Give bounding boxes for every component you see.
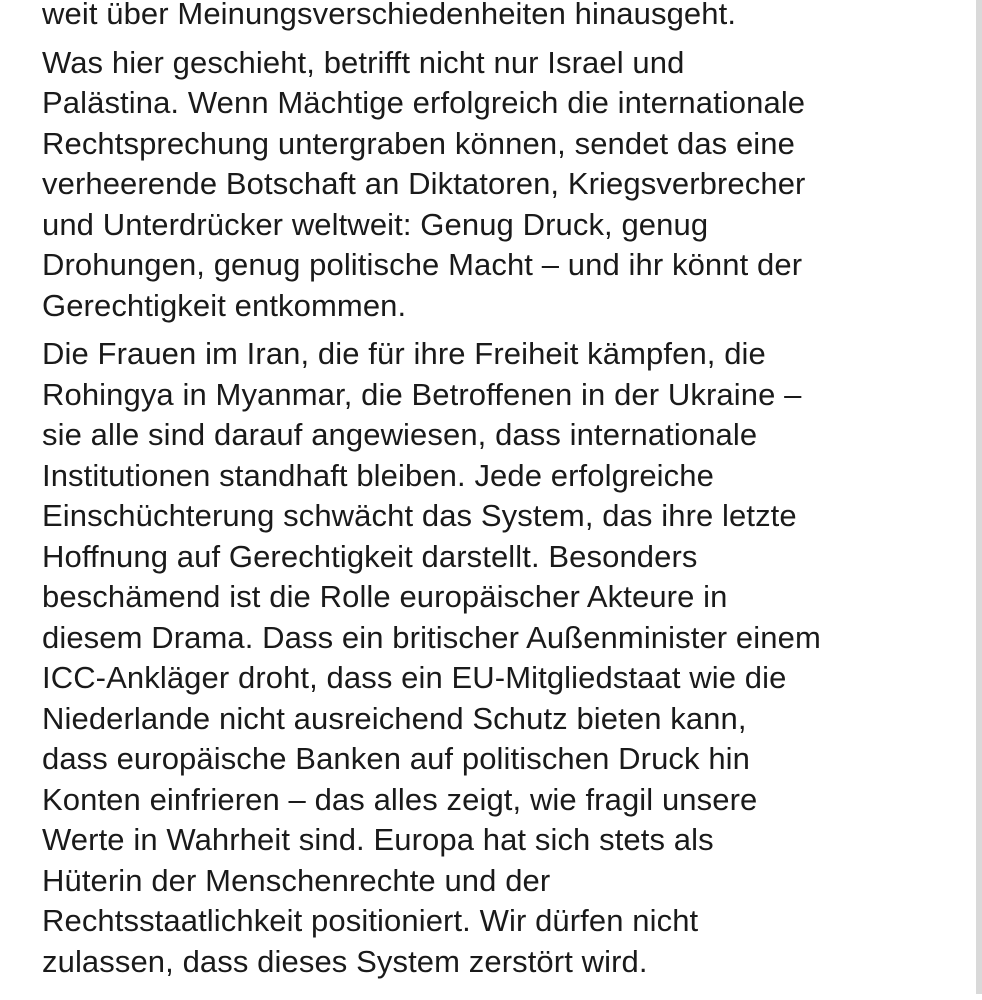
text-line: Niederlande nicht ausreichend Schutz bieten kann,: [42, 700, 747, 736]
paragraph-gap: [42, 326, 982, 334]
text-line: Rechtsstaatlichkeit positioniert. Wir dürfen nicht: [42, 903, 699, 938]
text-line: Drohungen, genug politische Macht – und ihr könnt der: [42, 247, 803, 282]
paragraph-1: [42, 0, 982, 35]
text-line: Rohingya in Myanmar, die Betroffenen in der Ukraine –: [42, 376, 802, 412]
scroll-edge[interactable]: [976, 0, 982, 994]
text-line: beschämend ist die Rolle europäischer Akteure in: [42, 579, 728, 614]
text-line: Institutionen standhaft bleiben. Jede erfolgreiche: [42, 457, 714, 493]
text-line: dass europäische Banken auf politischen Druck hin: [42, 741, 750, 776]
paragraph-2: [42, 43, 982, 327]
text-line: Rechtsprechung untergraben können, sendet das eine: [42, 125, 795, 161]
text-line: sie alle sind darauf angewiesen, dass internationale: [42, 417, 758, 452]
text-line: diesem Drama. Dass ein britischer Außenminister einem: [42, 619, 821, 655]
text-line: Palästina. Wenn Mächtige erfolgreich die internationale: [42, 85, 806, 120]
paragraph-gap: [42, 35, 982, 43]
text-line: Gerechtigkeit entkommen.: [42, 287, 407, 323]
text-line: Konten einfrieren – das alles zeigt, wie fragil unsere: [42, 781, 758, 817]
text-line: und Unterdrücker weltweit: Genug Druck, genug: [42, 206, 709, 242]
text-line: Die Frauen im Iran, die für ihre Freiheit kämpfen, die: [42, 336, 766, 371]
text-line: ICC-Ankläger droht, dass ein EU-Mitgliedstaat wie die: [42, 660, 787, 695]
text-line: Werte in Wahrheit sind. Europa hat sich stets als: [42, 822, 714, 857]
text-line: Hüterin der Menschenrechte und der: [42, 862, 551, 898]
text-line: Einschüchterung schwächt das System, das ihre letzte: [42, 498, 797, 533]
text-line: Hoffnung auf Gerechtigkeit darstellt. Besonders: [42, 538, 698, 574]
text-line: weit über Meinungsverschiedenheiten hinausgeht.: [42, 0, 737, 31]
text-line: Was hier geschieht, betrifft nicht nur Israel und: [42, 44, 685, 80]
text-line: zulassen, dass dieses System zerstört wird.: [42, 943, 648, 979]
paragraph-3: [42, 334, 982, 982]
text-line: verheerende Botschaft an Diktatoren, Kriegsverbrecher: [42, 166, 806, 201]
